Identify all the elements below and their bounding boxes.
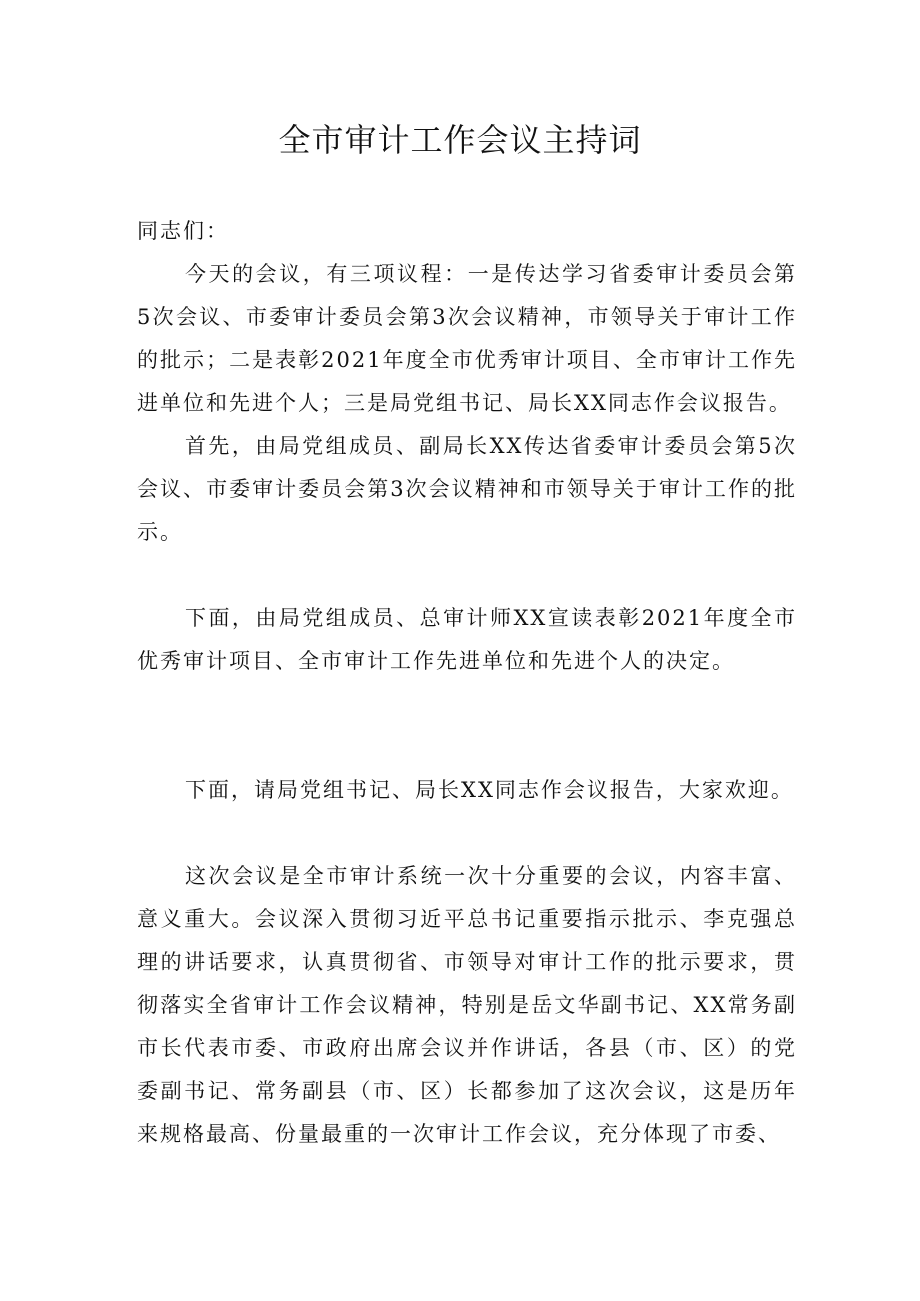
paragraph-first-item: 首先，由局党组成员、副局长XX传达省委审计委员会第5次会议、市委审计委员会第3次会议精神和市领导关于审计工作的批示。: [137, 434, 797, 544]
paragraph-agenda: 今天的会议，有三项议程：一是传达学习省委审计委员会第5次会议、市委审计委员会第3次会议精神，市领导关于审计工作的批示；二是表彰2021年度全市优秀审计项目、全市审计工作先进单位和先进个人；三是局党组书记、局长XX同志作会议报告。: [137, 262, 797, 415]
salutation: 同志们：: [137, 219, 229, 243]
paragraph-third-item: 下面，请局党组书记、局长XX同志作会议报告，大家欢迎。: [185, 778, 794, 802]
document-title: 全市审计工作会议主持词: [278, 121, 642, 159]
paragraph-summary: 这次会议是全市审计系统一次十分重要的会议，内容丰富、意义重大。会议深入贯彻习近平总书记重要指示批示、李克强总理的讲话要求，认真贯彻省、市领导对审计工作的批示要求，贯彻落实全省审计工作会议精神，特别是岳文华副书记、XX常务副市长代表市委、市政府出席会议并作讲话，各县（市、区）的党委副书记、常务副县（市、区）长都参加了这次会议，这是历年来规格最高、份量最重的一次审计工作会议，充分体现了市委、: [137, 864, 797, 1146]
paragraph-second-item: 下面，由局党组成员、总审计师XX宣读表彰2021年度全市优秀审计项目、全市审计工作先进单位和先进个人的决定。: [137, 606, 797, 673]
